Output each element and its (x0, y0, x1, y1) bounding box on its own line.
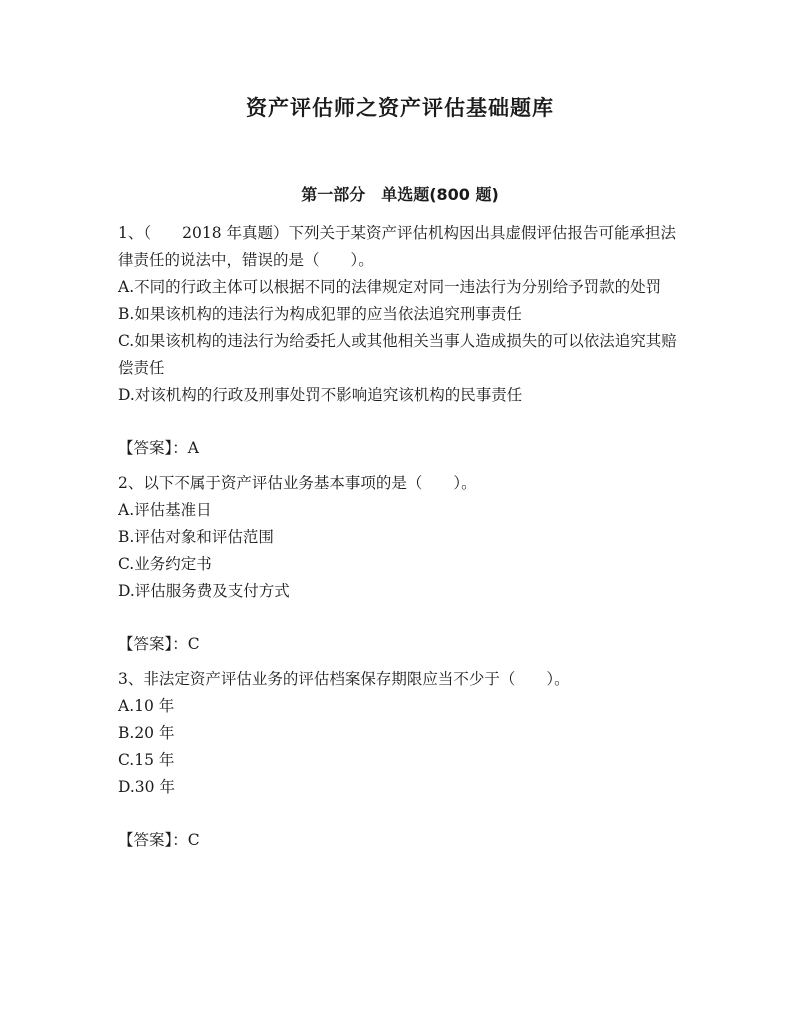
question-1 (118, 220, 678, 470)
option-b: B.20 年 (118, 724, 175, 742)
question-stem: 2、以下不属于资产评估业务基本事项的是（ ）。 (118, 474, 477, 492)
answer-label: 【答案】：C (118, 831, 200, 849)
option-c: C.15 年 (118, 751, 175, 769)
option-b: B.如果该机构的违法行为构成犯罪的应当依法追究刑事责任 (118, 305, 522, 323)
section-title: 第一部分 单选题(800 题) (301, 185, 499, 204)
option-d: D.30 年 (118, 778, 175, 796)
page-title: 资产评估师之资产评估基础题库 (246, 96, 554, 120)
question-stem: 1、（ 2018 年真题）下列关于某资产评估机构因出具虚假评估报告可能承担法律责任的说法中，错误的是（ ）。 (118, 224, 676, 269)
question-2 (118, 470, 678, 666)
option-a: A.不同的行政主体可以根据不同的法律规定对同一违法行为分别给予罚款的处罚 (118, 278, 662, 296)
option-d: D.对该机构的行政及刑事处罚不影响追究该机构的民事责任 (118, 386, 523, 404)
question-stem: 3、非法定资产评估业务的评估档案保存期限应当不少于（ ）。 (118, 670, 570, 688)
answer-label: 【答案】：A (118, 439, 199, 457)
option-a: A.10 年 (118, 697, 175, 715)
question-3 (118, 666, 678, 854)
option-c: C.业务约定书 (118, 555, 212, 573)
answer-label: 【答案】：C (118, 635, 200, 653)
option-c: C.如果该机构的违法行为给委托人或其他相关当事人造成损失的可以依法追究其赔偿责任 (118, 332, 677, 377)
option-d: D.评估服务费及支付方式 (118, 582, 290, 600)
question-list (118, 220, 678, 854)
option-b: B.评估对象和评估范围 (118, 528, 274, 546)
option-a: A.评估基准日 (118, 501, 212, 519)
